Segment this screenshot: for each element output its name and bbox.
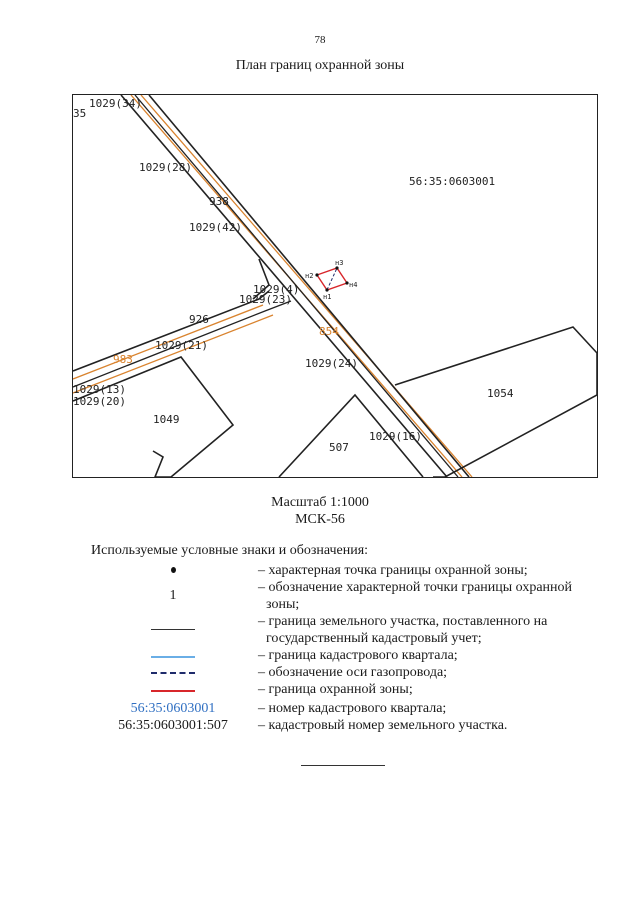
parcel-label: 1029(21) — [155, 339, 208, 352]
legend-symbol-text: 56:35:0603001 — [130, 701, 216, 716]
page-title: План границ охранной зоны — [235, 58, 405, 73]
legend-item-protection-zone — [92, 681, 602, 698]
legend-heading: Используемые условные знаки и обозначения: — [91, 543, 369, 558]
legend-text: – граница земельного участка, поставленного на — [258, 614, 548, 629]
point-label: н4 — [349, 281, 358, 289]
legend-text-cont: государственный кадастровый учет; — [266, 631, 482, 646]
legend-symbol-text: 56:35:0603001:507 — [118, 718, 228, 733]
parcel-label: 926 — [189, 313, 209, 326]
parcel-label: 983 — [113, 353, 133, 366]
parcel-label: 938 — [209, 195, 229, 208]
legend-item-cadastral-number — [92, 717, 602, 734]
cadastral-map — [72, 94, 598, 478]
parcel-label: 1029(16) — [369, 430, 422, 443]
parcel-label: 1029(42) — [189, 221, 242, 234]
legend-text-cont: зоны; — [266, 597, 300, 612]
point-marker-icon — [171, 567, 176, 573]
point-label: н3 — [335, 259, 344, 267]
quarter-number-label: 56:35:0603001 — [409, 175, 496, 188]
parcel-label: 507 — [329, 441, 349, 454]
legend-text: – обозначение оси газопровода; — [258, 665, 448, 680]
legend-item-quarter-boundary — [92, 647, 602, 664]
legend-text: – обозначение характерной точки границы охранной — [258, 580, 573, 595]
boundary-point-n2 — [315, 273, 318, 276]
parcel-label: 1029(28) — [139, 161, 192, 174]
parcel-label: 1054 — [487, 387, 514, 400]
legend-item-point-number — [92, 579, 602, 613]
parcel-label: 1029(23) — [239, 293, 292, 306]
dashed-line-icon — [151, 672, 195, 674]
map-drawing — [73, 95, 597, 477]
scale-block — [0, 494, 640, 528]
parcel-label: 1029(34) — [89, 97, 142, 110]
divider — [301, 765, 385, 766]
parcel-boundary-line — [149, 95, 469, 477]
parcel-1054-boundary — [395, 327, 597, 477]
road-edge-line — [141, 95, 472, 477]
parcel-label: 1029(13) — [73, 383, 126, 396]
parcel-label: 1049 — [153, 413, 180, 426]
point-label: н2 — [305, 272, 314, 280]
page-number: 78 — [314, 34, 326, 46]
legend-symbol-text: 1 — [169, 588, 177, 603]
legend-text: – характерная точка границы охранной зоны; — [258, 563, 528, 578]
road-edge-line — [73, 315, 273, 393]
boundary-point-n1 — [325, 288, 328, 291]
legend-item-point — [92, 562, 602, 579]
legend-item-quarter-number — [92, 700, 602, 717]
red-line-icon — [151, 690, 195, 692]
legend-text: – граница охранной зоны; — [258, 682, 413, 697]
point-label: н1 — [323, 293, 332, 301]
legend-text: – номер кадастрового квартала; — [258, 701, 447, 716]
parcel-label: 35 — [73, 107, 87, 120]
legend-item-parcel-boundary — [92, 613, 602, 647]
scale-label: Масштаб 1:1000 — [271, 495, 369, 510]
parcel-label: 854 — [319, 325, 339, 338]
legend-text: – кадастровый номер земельного участка. — [258, 718, 508, 733]
blue-line-icon — [151, 656, 195, 658]
black-line-icon — [151, 629, 195, 630]
parcel-label: 1029(24) — [305, 357, 358, 370]
legend-text: – граница кадастрового квартала; — [258, 648, 458, 663]
coordinate-system-label: МСК-56 — [295, 512, 345, 527]
parcel-label: 1029(4) — [253, 283, 300, 296]
legend-item-gas-axis — [92, 664, 602, 681]
parcel-label: 1029(20) — [73, 395, 126, 408]
